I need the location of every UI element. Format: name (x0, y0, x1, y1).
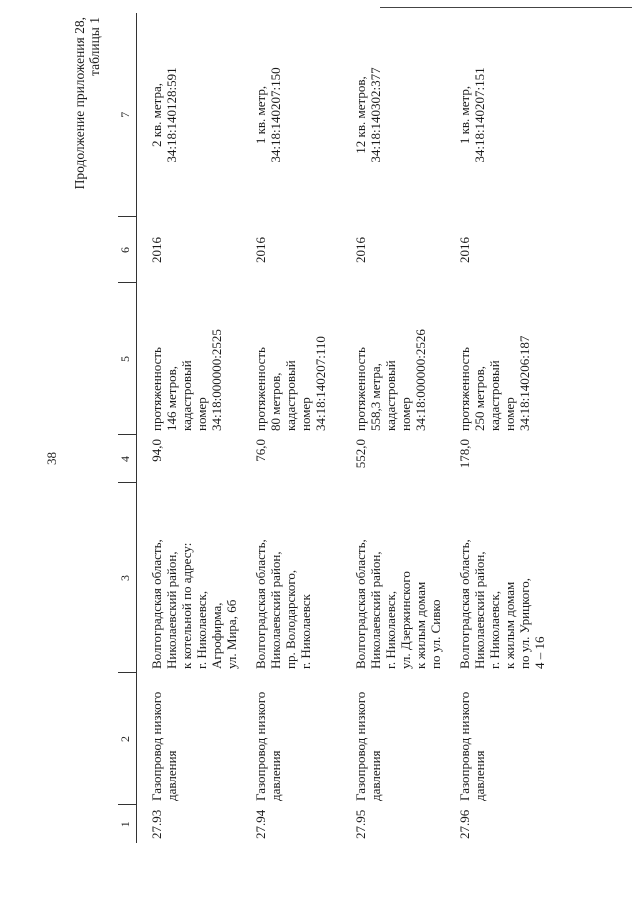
object-details: протяженность 80 метров, кадастровый номер 34:18:140207:110 (253, 336, 328, 431)
column-header: 7 (118, 13, 137, 217)
row-number: 27.96 (457, 809, 472, 839)
object-address: Волгоградская область, Николаевский район, г. Николаевск, ул. Дзержинского к жилым домам по ул. Сивко (353, 539, 443, 669)
object-details: протяженность 558,3 метра, кадастровый номер 34:18:000000:2526 (353, 329, 428, 431)
object-value: 178,0 (457, 439, 472, 469)
column-header: 1 (118, 805, 137, 843)
column-header: 4 (118, 435, 137, 483)
object-value: 94,0 (149, 439, 164, 462)
object-year: 2016 (253, 237, 268, 263)
table-caption (72, 17, 102, 285)
object-year: 2016 (353, 237, 368, 263)
column-header: 3 (118, 483, 137, 673)
caption-line-1: Продолжение приложения 28, (72, 17, 87, 190)
object-value: 76,0 (253, 439, 268, 462)
row-number: 27.93 (149, 809, 164, 839)
table-row (341, 13, 445, 843)
object-address: Волгоградская область, Николаевский район, к котельной по адресу: г. Николаевск, Агрофирма, ул. Мира, 6б (149, 539, 239, 669)
column-header: 2 (118, 673, 137, 805)
object-value: 552,0 (353, 439, 368, 469)
object-address: Волгоградская область, Николаевский район, г. Николаевск, к жилым домам по ул. Урицкого, 4 – 16 (457, 539, 547, 669)
row-number: 27.94 (253, 809, 268, 839)
object-details: протяженность 146 метров, кадастровый номер 34:18:000000:2525 (149, 329, 224, 431)
object-name: Газопровод низкого давления (253, 691, 283, 801)
data-table (118, 13, 549, 843)
page-number: 38 (44, 452, 59, 465)
column-header: 6 (118, 217, 137, 283)
object-year: 2016 (457, 237, 472, 263)
table-row (241, 13, 341, 843)
object-note: 1 кв. метр, 34:18:140207:151 (457, 67, 487, 163)
object-note: 12 кв. метров, 34:18:140302:377 (353, 67, 383, 163)
object-name: Газопровод низкого давления (149, 691, 179, 801)
column-header: 5 (118, 283, 137, 435)
object-name: Газопровод низкого давления (457, 691, 487, 801)
object-year: 2016 (149, 237, 164, 263)
object-name: Газопровод низкого давления (353, 691, 383, 801)
caption-line-2: таблицы 1 (87, 17, 102, 76)
table-row (137, 13, 242, 843)
table-header-row (118, 13, 137, 843)
object-note: 2 кв. метра, 34:18:140128:591 (149, 67, 179, 163)
object-address: Волгоградская область, Николаевский район, пр. Володарского, г. Николаевск (253, 539, 313, 669)
object-note: 1 кв. метр, 34:18:140207:150 (253, 67, 283, 163)
table-row (445, 13, 549, 843)
object-details: протяженность 250 метров, кадастровый номер 34:18:140206:187 (457, 335, 532, 431)
row-number: 27.95 (353, 809, 368, 839)
